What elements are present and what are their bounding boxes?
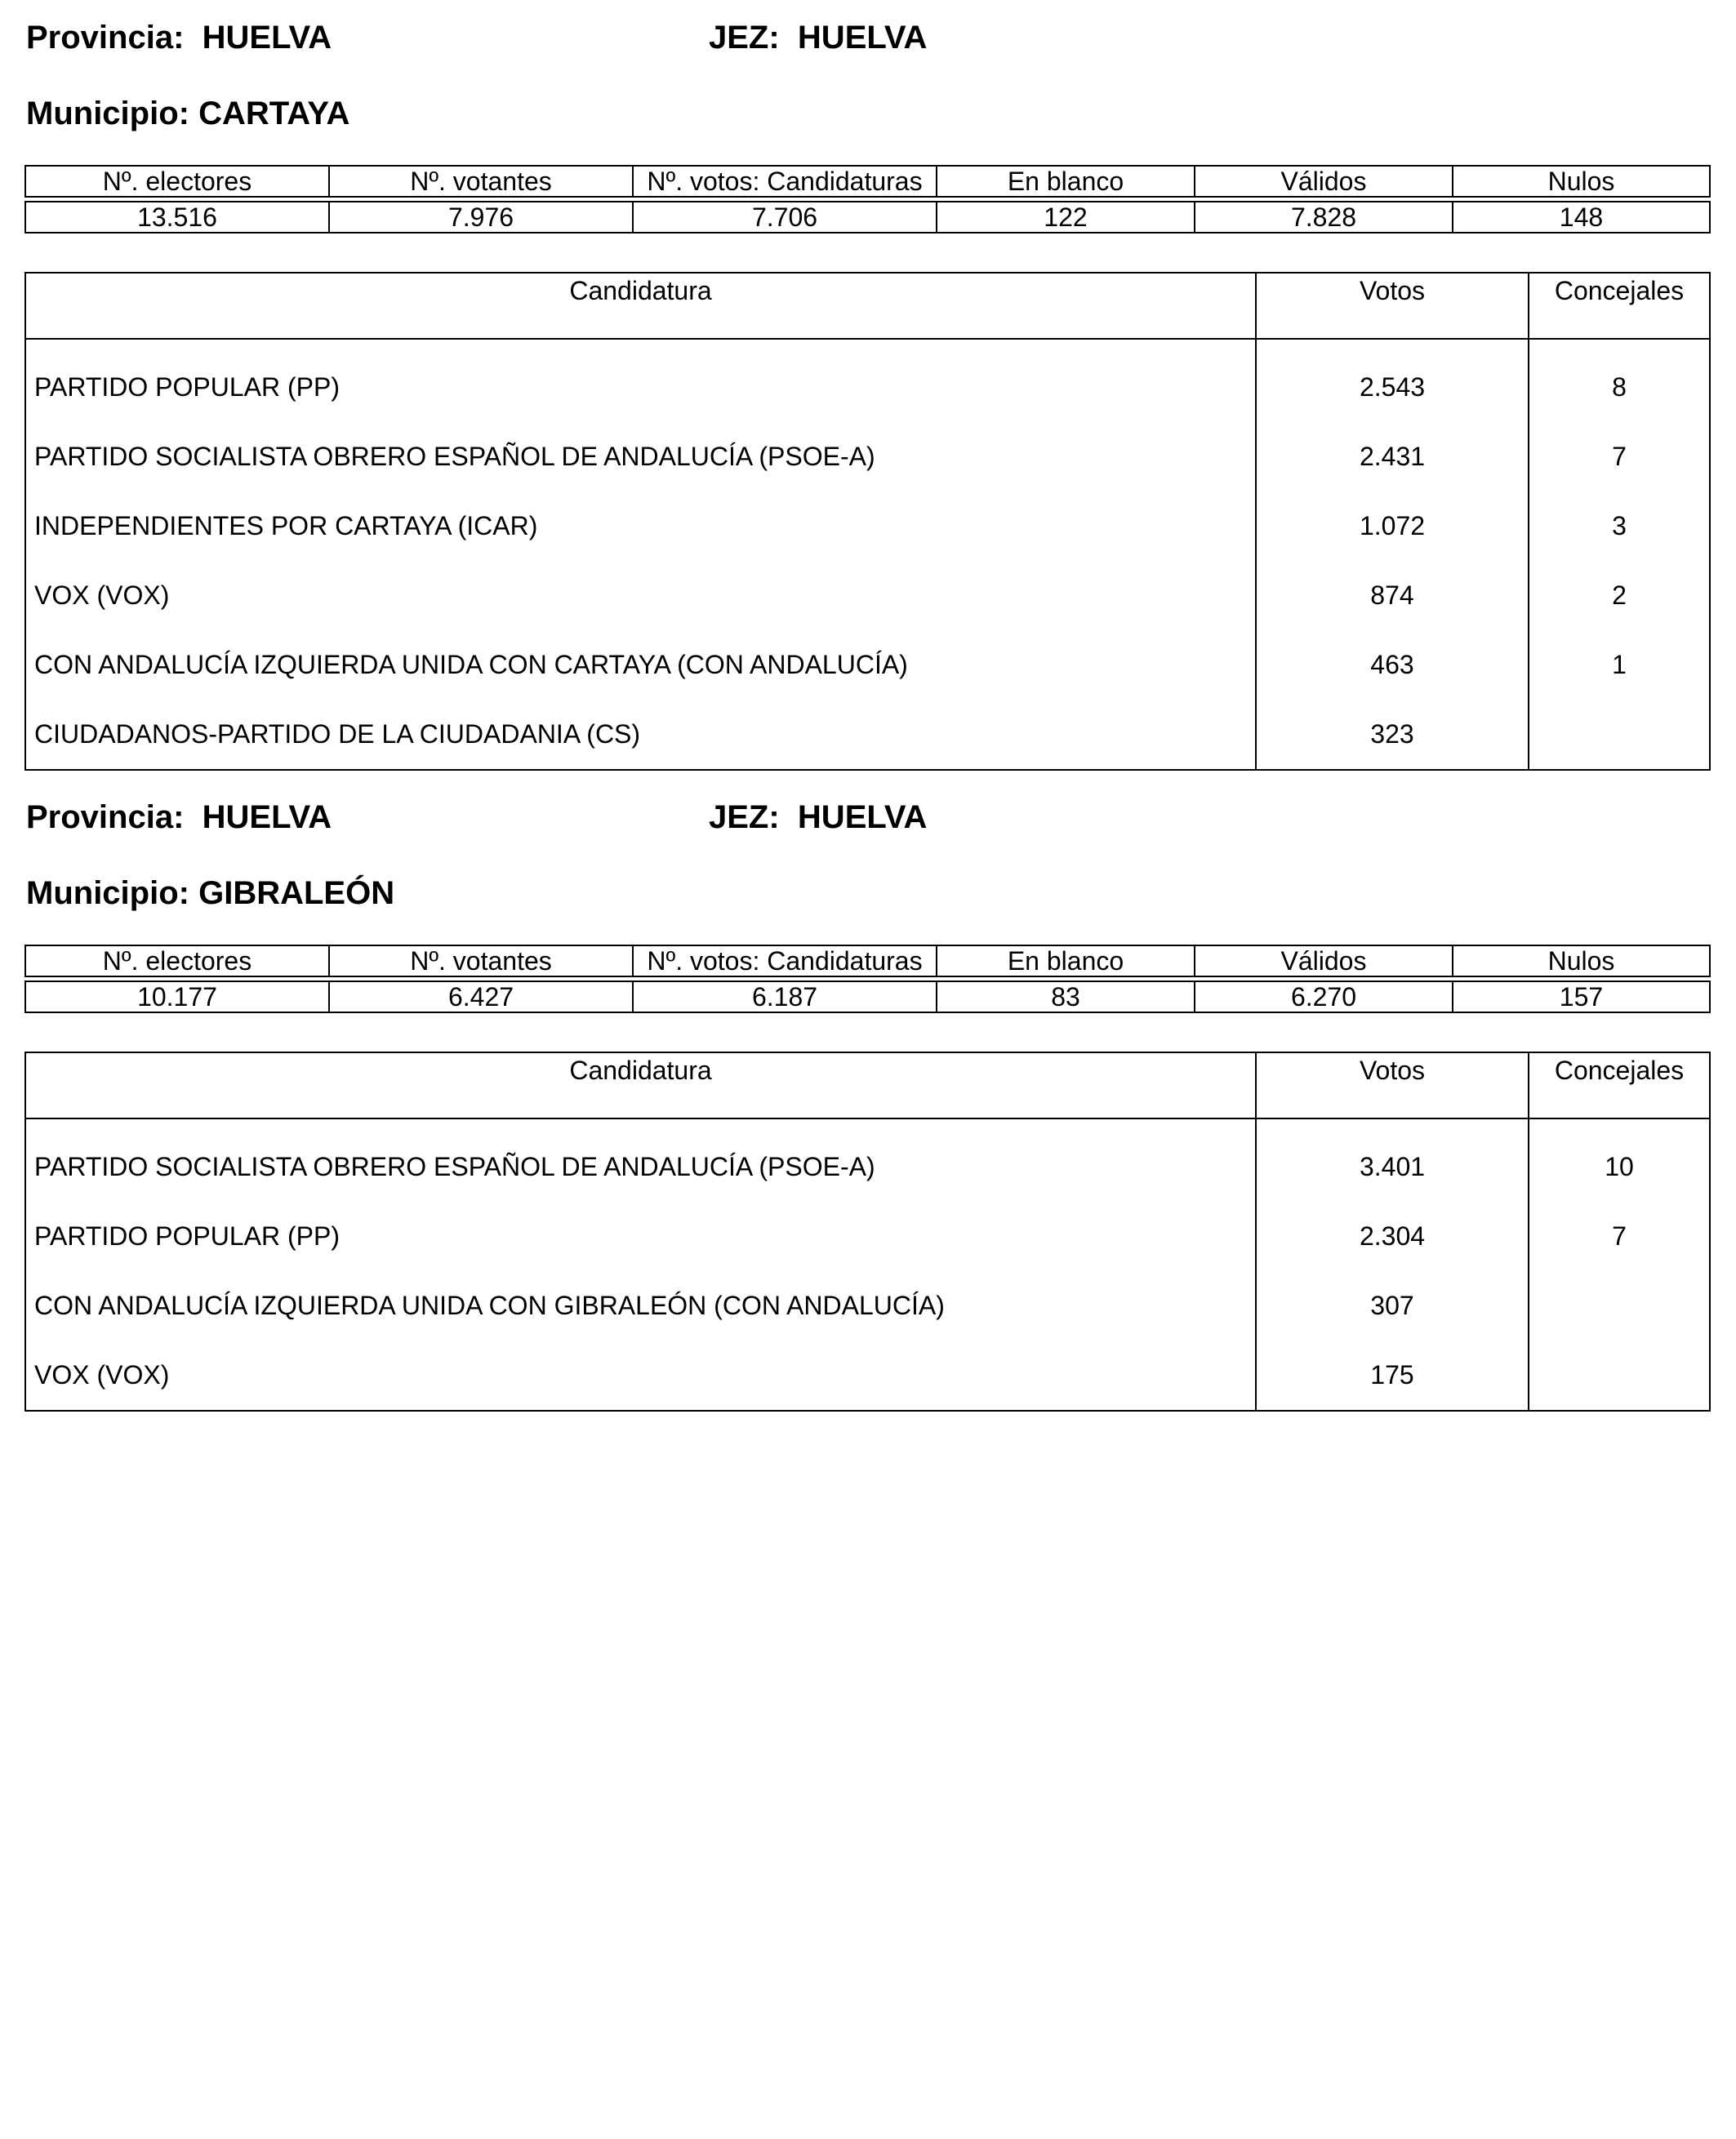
value-nulos: 157 [1453,981,1710,1012]
candidacy-name: PARTIDO POPULAR (PP) [25,339,1256,422]
candidacy-concejales: 1 [1529,630,1710,700]
value-en-blanco: 83 [937,981,1195,1012]
jez-value: HUELVA [797,20,928,56]
candidacy-row [25,630,1710,700]
candidacy-concejales: 3 [1529,491,1710,561]
candidacy-votos: 2.543 [1256,339,1529,422]
label-en-blanco: En blanco [937,166,1195,197]
value-validos: 6.270 [1195,981,1453,1012]
label-validos: Válidos [1195,166,1453,197]
label-electores: Nº. electores [25,945,329,976]
candidacy-votos: 463 [1256,630,1529,700]
candidacy-votos: 1.072 [1256,491,1529,561]
label-votos-candidaturas: Nº. votos: Candidaturas [633,945,937,976]
candidacy-votos: 307 [1256,1271,1529,1341]
candidacy-name: CON ANDALUCÍA IZQUIERDA UNIDA CON CARTAYA (CON ANDALUCÍA) [25,630,1256,700]
summary-table [24,945,1711,1013]
label-nulos: Nulos [1453,945,1710,976]
provincia-label: Provincia: [26,20,185,56]
summary-values-row [25,981,1710,1012]
candidacy-name: PARTIDO SOCIALISTA OBRERO ESPAÑOL DE ANDALUCÍA (PSOE-A) [25,422,1256,491]
municipio-value: CARTAYA [198,96,350,131]
value-validos: 7.828 [1195,202,1453,233]
candidacy-row [25,1341,1710,1411]
candidacy-votos: 323 [1256,700,1529,770]
candidacy-row [25,491,1710,561]
header-candidatura: Candidatura [25,1052,1256,1118]
label-votantes: Nº. votantes [329,945,633,976]
value-en-blanco: 122 [937,202,1195,233]
label-validos: Válidos [1195,945,1453,976]
municipio-heading [26,97,349,130]
municipality-section-cartaya [24,0,1709,759]
candidacy-concejales [1529,1341,1710,1411]
provincia-value: HUELVA [202,799,332,835]
summary-values-row [25,202,1710,233]
jez-heading [709,21,927,54]
provincia-label: Provincia: [26,799,185,835]
candidacy-votos: 2.304 [1256,1202,1529,1271]
candidacy-concejales: 8 [1529,339,1710,422]
label-en-blanco: En blanco [937,945,1195,976]
label-votos-candidaturas: Nº. votos: Candidaturas [633,166,937,197]
candidacy-concejales: 7 [1529,422,1710,491]
candidacy-name: VOX (VOX) [25,1341,1256,1411]
candidacy-name: PARTIDO POPULAR (PP) [25,1202,1256,1271]
candidacy-row [25,339,1710,422]
candidacy-concejales: 7 [1529,1202,1710,1271]
candidacy-name: CON ANDALUCÍA IZQUIERDA UNIDA CON GIBRALEÓN (CON ANDALUCÍA) [25,1271,1256,1341]
provincia-value: HUELVA [202,20,332,56]
candidacy-concejales: 10 [1529,1118,1710,1202]
candidacy-row [25,700,1710,770]
candidacy-concejales [1529,700,1710,770]
municipio-label: Municipio: [26,96,189,131]
label-electores: Nº. electores [25,166,329,197]
municipio-heading [26,877,394,909]
candidacy-votos: 175 [1256,1341,1529,1411]
candidacy-row [25,1118,1710,1202]
candidacy-row [25,422,1710,491]
candidacy-concejales: 2 [1529,561,1710,630]
value-electores: 13.516 [25,202,329,233]
candidacy-name: INDEPENDIENTES POR CARTAYA (ICAR) [25,491,1256,561]
summary-labels-row [25,166,1710,197]
candidacy-row [25,561,1710,630]
candidacy-row [25,1202,1710,1271]
value-votantes: 6.427 [329,981,633,1012]
jez-label: JEZ: [709,799,780,835]
summary-labels-row [25,945,1710,976]
candidacy-header-row [25,1052,1710,1118]
jez-heading [709,801,927,834]
candidacy-concejales [1529,1271,1710,1341]
municipality-section-gibraleon [24,780,1709,1400]
candidacy-row [25,1271,1710,1341]
provincia-heading [26,21,332,54]
label-nulos: Nulos [1453,166,1710,197]
value-nulos: 148 [1453,202,1710,233]
header-votos: Votos [1256,273,1529,339]
header-votos: Votos [1256,1052,1529,1118]
candidacy-votos: 874 [1256,561,1529,630]
provincia-heading [26,801,332,834]
candidacy-table [24,1052,1711,1412]
header-candidatura: Candidatura [25,273,1256,339]
municipio-label: Municipio: [26,875,189,911]
value-votos-candidaturas: 7.706 [633,202,937,233]
summary-table [24,165,1711,233]
label-votantes: Nº. votantes [329,166,633,197]
candidacy-name: PARTIDO SOCIALISTA OBRERO ESPAÑOL DE ANDALUCÍA (PSOE-A) [25,1118,1256,1202]
municipio-value: GIBRALEÓN [198,875,395,911]
candidacy-votos: 2.431 [1256,422,1529,491]
header-concejales: Concejales [1529,273,1710,339]
jez-label: JEZ: [709,20,780,56]
candidacy-table [24,272,1711,771]
candidacy-name: VOX (VOX) [25,561,1256,630]
candidacy-votos: 3.401 [1256,1118,1529,1202]
value-votos-candidaturas: 6.187 [633,981,937,1012]
header-concejales: Concejales [1529,1052,1710,1118]
value-votantes: 7.976 [329,202,633,233]
jez-value: HUELVA [797,799,928,835]
value-electores: 10.177 [25,981,329,1012]
candidacy-header-row [25,273,1710,339]
candidacy-name: CIUDADANOS-PARTIDO DE LA CIUDADANIA (CS) [25,700,1256,770]
